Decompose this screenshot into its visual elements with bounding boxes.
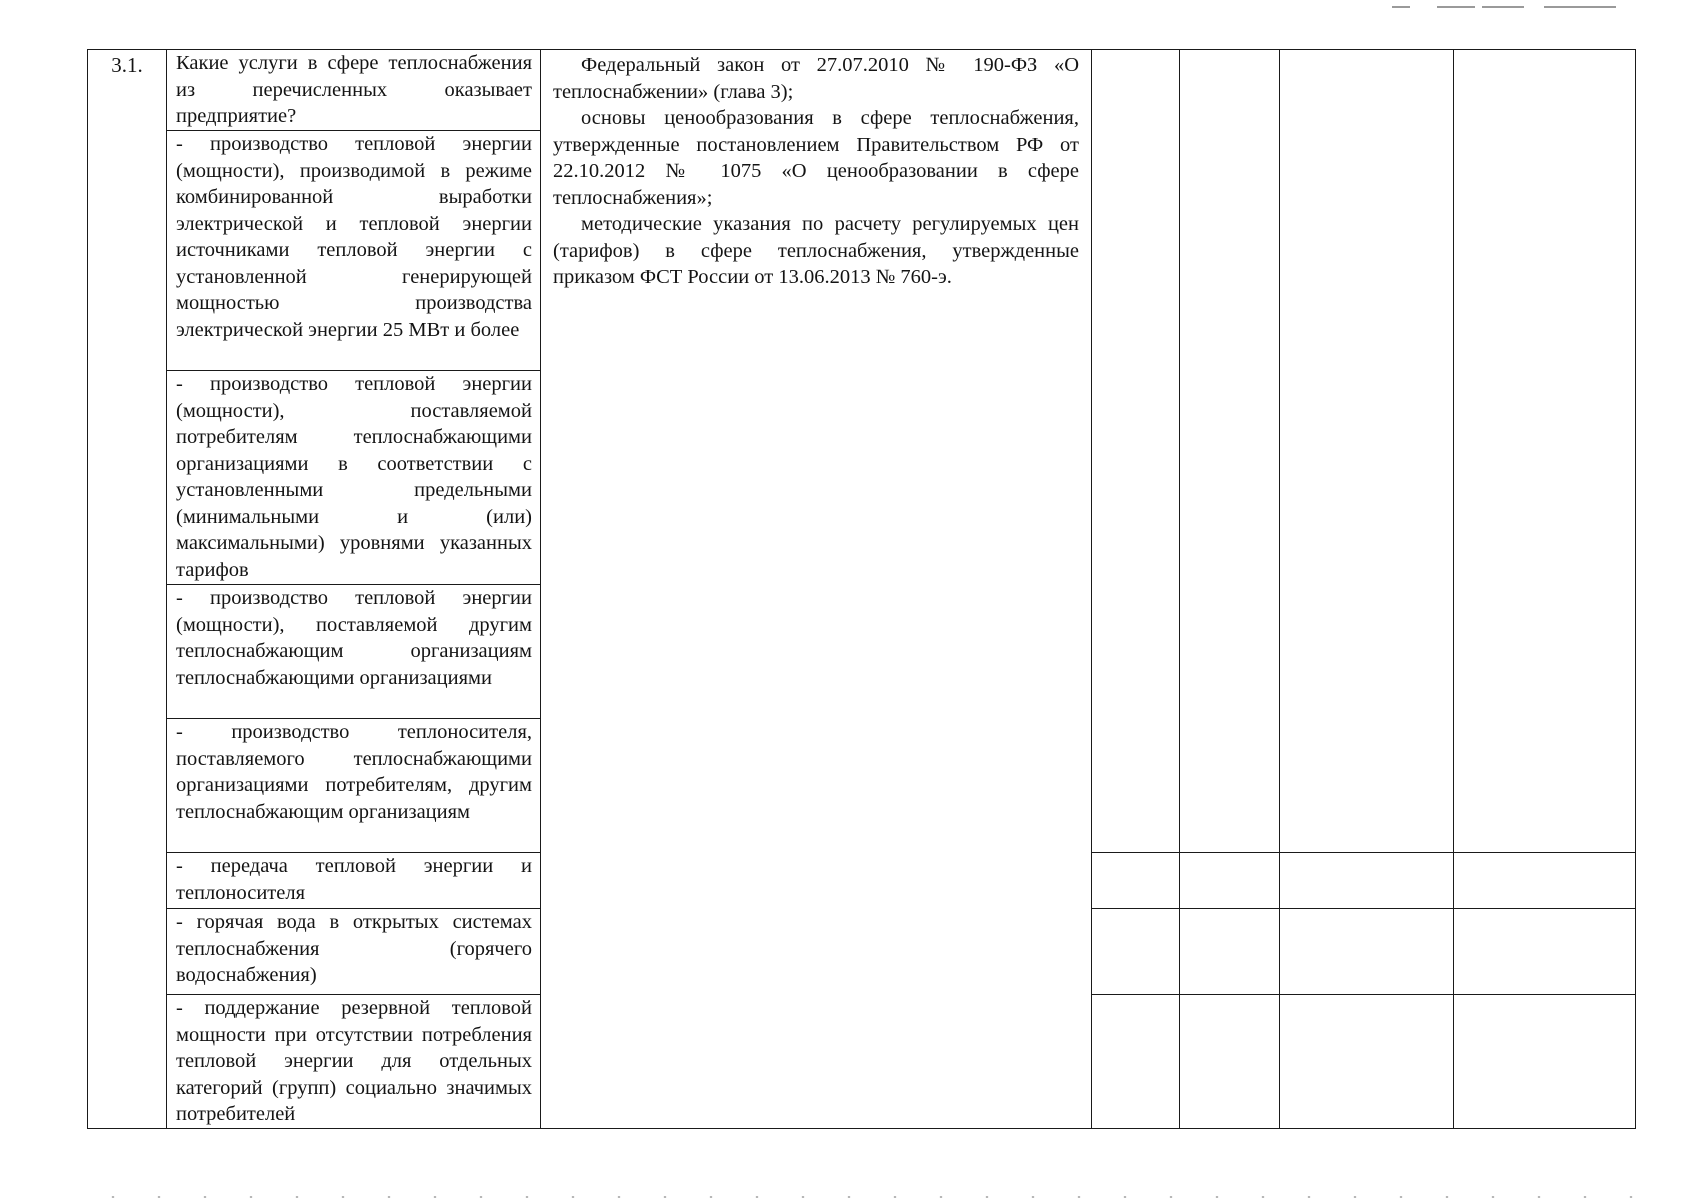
blank-cell — [1180, 909, 1280, 995]
service-option: - горячая вода в открытых системах теплоснабжения (горячего водоснабжения) — [167, 909, 541, 995]
service-option: - производство тепловой энергии (мощности), производимой в режиме комбинированной выработки электрической и тепловой энергии источниками тепловой энергии с установленной генерирующей мощностью производства электрической энергии 25 МВт и более — [167, 131, 541, 371]
blank-cell — [1454, 995, 1636, 1129]
service-option: - поддержание резервной тепловой мощности при отсутствии потребления тепловой энергии для отдельных категорий (групп) социально значимых потребителей — [167, 995, 541, 1129]
scan-artifact-line — [1482, 6, 1524, 8]
blank-cell — [1280, 50, 1454, 853]
scan-noise-dots — [90, 1196, 1650, 1198]
blank-cell — [1280, 909, 1454, 995]
blank-cell — [1454, 909, 1636, 995]
blank-cell — [1092, 853, 1180, 909]
service-option: - передача тепловой энергии и теплоносителя — [167, 853, 541, 909]
blank-cell — [1092, 995, 1180, 1129]
table-row — [88, 50, 1636, 131]
item-number: 3.1. — [88, 50, 167, 1129]
checklist-table — [87, 49, 1636, 1129]
blank-cell — [1092, 50, 1180, 853]
blank-cell — [1280, 853, 1454, 909]
blank-cell — [1180, 50, 1280, 853]
scan-artifact-line — [1392, 6, 1410, 8]
legal-basis-paragraph: Федеральный закон от 27.07.2010 № 190-ФЗ «О теплоснабжении» (глава 3); — [553, 54, 1079, 103]
blank-cell — [1280, 995, 1454, 1129]
scan-artifact-line — [1544, 6, 1616, 8]
legal-basis-paragraph: методические указания по расчету регулируемых цен (тарифов) в сфере теплоснабжения, утвержденные приказом ФСТ России от 13.06.2013 № 760-э. — [553, 213, 1079, 288]
service-option: - производство тепловой энергии (мощности), поставляемой другим теплоснабжающим организациям теплоснабжающими организациями — [167, 585, 541, 719]
question-text: Какие услуги в сфере теплоснабжения из перечисленных оказывает предприятие? — [167, 50, 541, 131]
blank-cell — [1092, 909, 1180, 995]
scan-artifact-line — [1437, 6, 1475, 8]
legal-basis-paragraph: основы ценообразования в сфере теплоснабжения, утвержденные постановлением Правительством РФ от 22.10.2012 № 1075 «О ценообразовании в сфере теплоснабжения»; — [553, 107, 1079, 209]
blank-cell — [1180, 995, 1280, 1129]
blank-cell — [1454, 50, 1636, 853]
blank-cell — [1180, 853, 1280, 909]
service-option: - производство тепловой энергии (мощности), поставляемой потребителям теплоснабжающими организациями в соответствии с установленными предельными (минимальными и (или) максимальными) уровнями указанных тарифов — [167, 371, 541, 585]
blank-cell — [1454, 853, 1636, 909]
service-option: - производство теплоносителя, поставляемого теплоснабжающими организациями потребителям, другим теплоснабжающим организациям — [167, 719, 541, 853]
legal-basis-cell — [541, 50, 1092, 1129]
